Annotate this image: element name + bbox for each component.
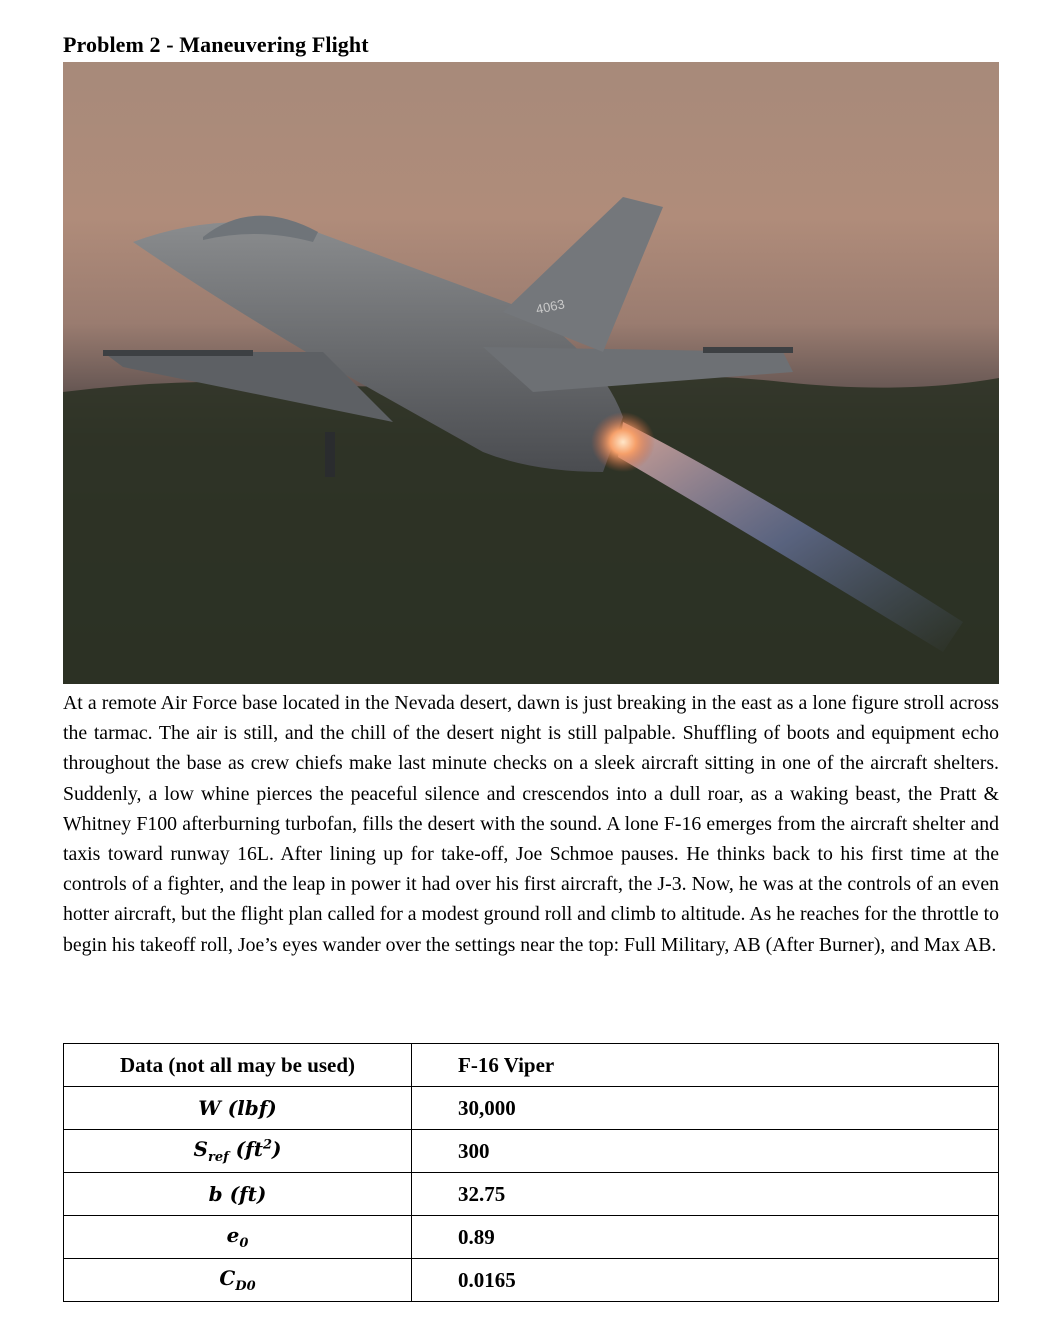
- table-row: [64, 1173, 999, 1216]
- row-parameter: $e_0$: [64, 1216, 412, 1259]
- table-row: [64, 1087, 999, 1130]
- row-value: 30,000: [412, 1087, 999, 1130]
- row-value: 0.89: [412, 1216, 999, 1259]
- story-paragraph: At a remote Air Force base located in the Nevada desert, dawn is just breaking in the east as a lone figure stroll across the tarmac. The air is still, and the chill of the desert night is still palpable. Shuffling of boots and equipment echo throughout the base as crew chiefs make last minute checks on a sleek aircraft sitting in one of the aircraft shelters. Suddenly, a low whine pierces the peaceful silence and crescendos into a dull roar, as a waking beast, the Pratt & Whitney F100 afterburning turbofan, fills the desert with the sound. A lone F-16 emerges from the aircraft shelter and taxis toward runway 16L. After lining up for take-off, Joe Schmoe pauses. He thinks back to his first time at the controls of a fighter, and the leap in power it had over his first aircraft, the J-3. Now, he was at the controls of an even hotter aircraft, but the flight plan called for a modest ground roll and climb to altitude. As he reaches for the throttle to begin his takeoff roll, Joe’s eyes wander over the settings near the top: Full Military, AB (After Burner), and Max AB.: [63, 692, 999, 956]
- aircraft-illustration: [63, 62, 999, 684]
- row-value: 0.0165: [412, 1259, 999, 1302]
- header-aircraft: F-16 Viper: [412, 1044, 999, 1087]
- aircraft-data-table: [63, 1043, 999, 1302]
- row-value: 32.75: [412, 1173, 999, 1216]
- row-value: 300: [412, 1130, 999, 1173]
- table-row: [64, 1216, 999, 1259]
- header-label: Data (not all may be used): [64, 1044, 412, 1087]
- table-row: [64, 1259, 999, 1302]
- row-parameter: b (ft): [64, 1173, 412, 1216]
- tail-number: 4063: [534, 296, 566, 317]
- row-parameter: $S_{ref}$ $(ft^2)$: [64, 1130, 412, 1173]
- afterburner-glow: [591, 412, 655, 472]
- f16-afterburner-photo-icon: [63, 62, 999, 684]
- table-row: [64, 1130, 999, 1173]
- row-parameter: $C_{D0}$: [64, 1259, 412, 1302]
- row-parameter: W (lbf): [64, 1087, 412, 1130]
- table-header-row: [64, 1044, 999, 1087]
- page-title: Problem 2 - Maneuvering Flight: [63, 32, 369, 57]
